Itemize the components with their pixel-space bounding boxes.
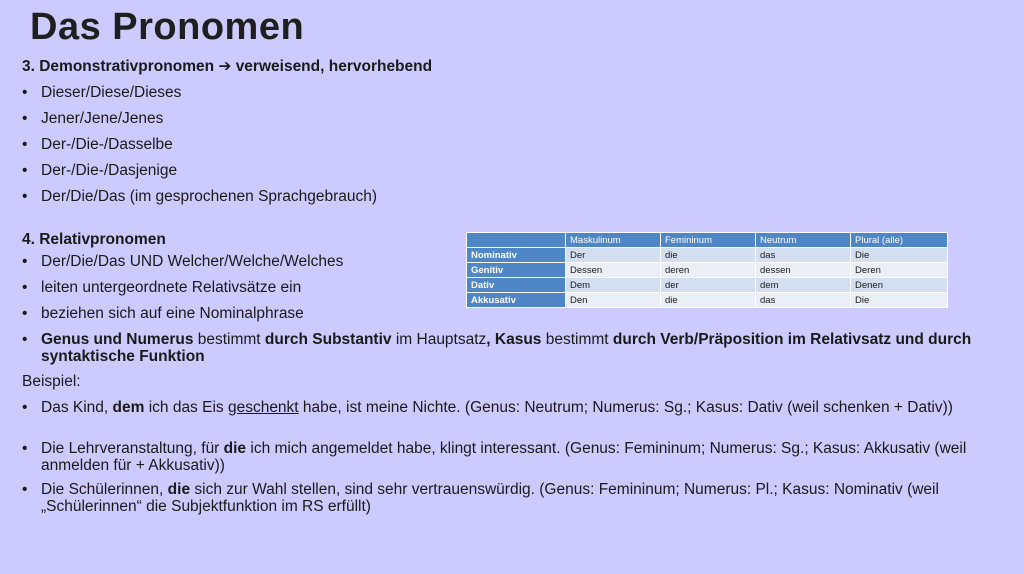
section3-heading-desc: verweisend, hervorhebend — [235, 58, 433, 75]
arrow-right-icon: ➔ — [218, 58, 232, 75]
table-row — [467, 278, 948, 293]
bullet-icon: • — [22, 481, 28, 498]
genus-numerus-text: Genus und Numerus bestimmt durch Substantiv im Hauptsatz, Kasus bestimmt durch Verb/Präposition im Relativsatz und durch syntaktische Funktion — [41, 331, 972, 365]
table-cell: dessen — [756, 263, 851, 278]
bullet-icon: • — [22, 188, 28, 205]
column-header: Maskulinum — [566, 233, 661, 248]
table-row — [467, 248, 948, 263]
table-cell: Dem — [566, 278, 661, 293]
bullet-icon: • — [22, 110, 28, 127]
list-item-text: Der/Die/Das (im gesprochenen Sprachgebrauch) — [41, 188, 377, 205]
bullet-icon: • — [22, 162, 28, 179]
row-header: Akkusativ — [467, 293, 566, 308]
list-item — [22, 331, 982, 365]
list-item-text: Dieser/Diese/Dieses — [41, 84, 182, 101]
bullet-icon: • — [22, 253, 28, 270]
table-cell: dem — [756, 278, 851, 293]
table-cell: Denen — [851, 278, 948, 293]
table-cell: das — [756, 248, 851, 263]
list-item — [22, 110, 163, 127]
row-header: Nominativ — [467, 248, 566, 263]
example-item — [22, 440, 982, 474]
example-text: Die Lehrveranstaltung, für die ich mich angemeldet habe, klingt interessant. (Genus: Femininum; Numerus: Sg.; Kasus: Akkusativ (weil anmelden für + Akkusativ)) — [41, 440, 967, 474]
table-cell: Der — [566, 248, 661, 263]
example-item — [22, 481, 982, 515]
table-cell: der — [661, 278, 756, 293]
list-item-text: leiten untergeordnete Relativsätze ein — [41, 279, 302, 296]
table-corner-cell — [467, 233, 566, 248]
section4-heading: 4. Relativpronomen — [22, 231, 166, 248]
list-item — [22, 162, 177, 179]
row-header: Genitiv — [467, 263, 566, 278]
example-item — [22, 399, 982, 416]
table-cell: das — [756, 293, 851, 308]
section3-heading-title: 3. Demonstrativpronomen — [22, 58, 215, 75]
column-header: Plural (alle) — [851, 233, 948, 248]
section3-heading — [22, 58, 432, 76]
example-text: Die Schülerinnen, die sich zur Wahl stellen, sind sehr vertrauenswürdig. (Genus: Femininum; Numerus: Pl.; Kasus: Nominativ (weil „Schülerinnen“ die Subjektfunktion im RS erfüllt) — [41, 481, 939, 515]
beispiel-label: Beispiel: — [22, 373, 81, 390]
table-cell: Die — [851, 293, 948, 308]
table-cell: Deren — [851, 263, 948, 278]
table-cell: deren — [661, 263, 756, 278]
list-item-text: Jener/Jene/Jenes — [41, 110, 164, 127]
list-item-text: Der-/Die-/Dasselbe — [41, 136, 173, 153]
list-item — [22, 305, 304, 322]
table-header-row — [467, 233, 948, 248]
list-item-text: Der/Die/Das UND Welcher/Welche/Welches — [41, 253, 344, 270]
bullet-icon: • — [22, 279, 28, 296]
bullet-icon: • — [22, 305, 28, 322]
table-cell: Die — [851, 248, 948, 263]
list-item — [22, 279, 301, 296]
bullet-icon: • — [22, 331, 28, 348]
example-text: Das Kind, dem ich das Eis geschenkt habe, ist meine Nichte. (Genus: Neutrum; Numerus: Sg.; Kasus: Dativ (weil schenken + Dativ)) — [41, 399, 953, 416]
table-row — [467, 293, 948, 308]
relativpronomen-table — [466, 232, 948, 308]
list-item-text: Der-/Die-/Dasjenige — [41, 162, 178, 179]
table-cell: Dessen — [566, 263, 661, 278]
bullet-icon: • — [22, 399, 28, 416]
table-cell: Den — [566, 293, 661, 308]
row-header: Dativ — [467, 278, 566, 293]
list-item — [22, 84, 181, 101]
table-row — [467, 263, 948, 278]
table-cell: die — [661, 248, 756, 263]
column-header: Neutrum — [756, 233, 851, 248]
bullet-icon: • — [22, 440, 28, 457]
list-item-text: beziehen sich auf eine Nominalphrase — [41, 305, 304, 322]
list-item — [22, 188, 377, 205]
list-item — [22, 253, 343, 270]
column-header: Femininum — [661, 233, 756, 248]
table-cell: die — [661, 293, 756, 308]
list-item — [22, 136, 173, 153]
bullet-icon: • — [22, 84, 28, 101]
bullet-icon: • — [22, 136, 28, 153]
slide-title: Das Pronomen — [30, 6, 305, 48]
